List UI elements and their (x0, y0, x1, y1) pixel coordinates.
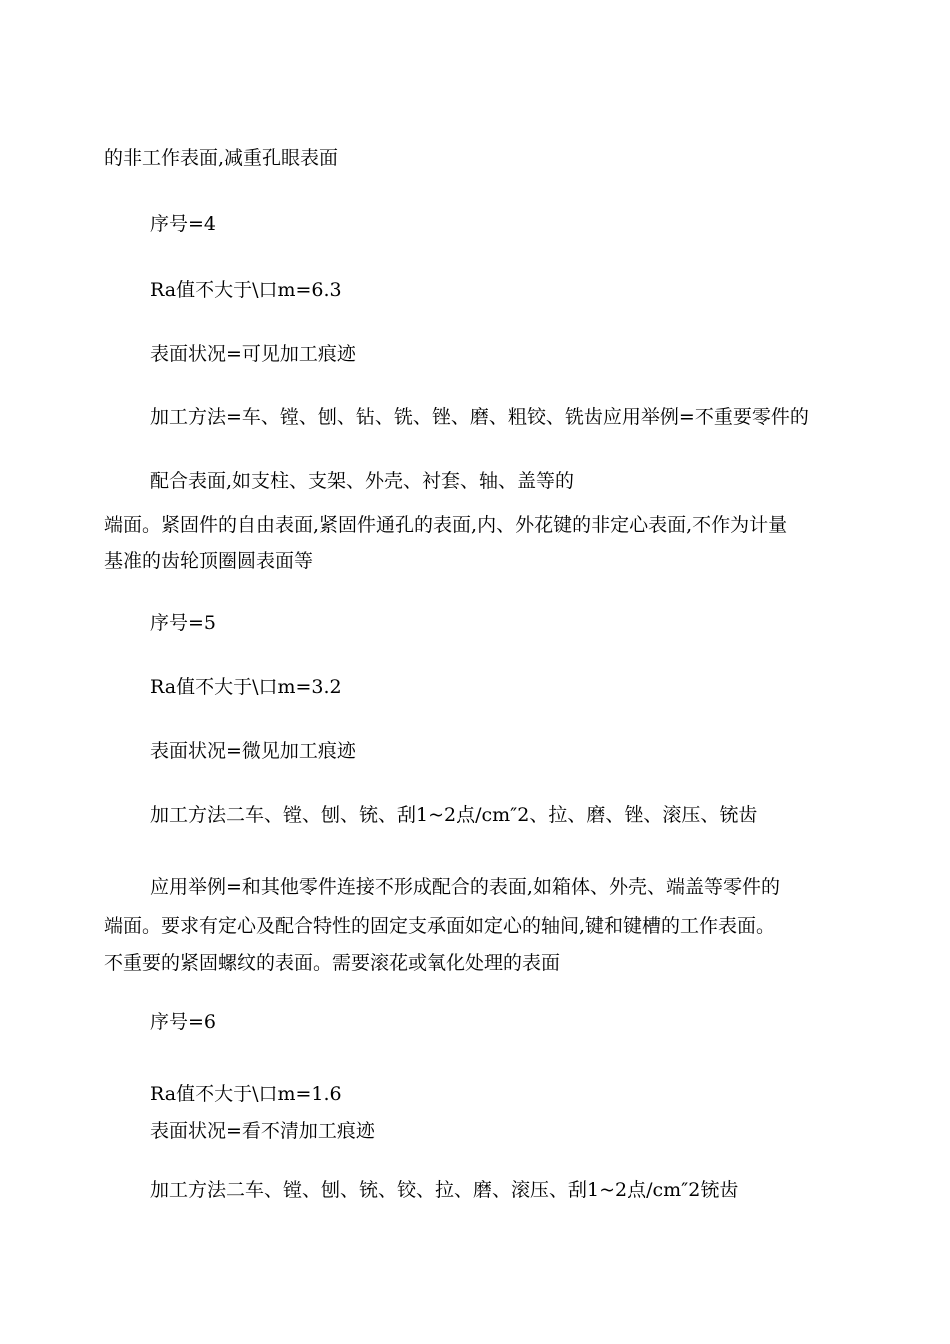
text-line: 表面状况=看不清加工痕迹 (150, 1120, 375, 1142)
text-line: 加工方法二车、镗、刨、铳、刮1~2点/cm″2、拉、磨、锉、滚压、铳齿 (150, 804, 758, 826)
text-line: 应用举例=和其他零件连接不形成配合的表面,如箱体、外壳、端盖等零件的 (150, 876, 780, 898)
text-line: Ra值不大于\口m=6.3 (150, 279, 342, 301)
text-line: 表面状况=可见加工痕迹 (150, 343, 356, 365)
text-line: 表面状况=微见加工痕迹 (150, 740, 356, 762)
text-line: 基准的齿轮顶圈圆表面等 (104, 550, 314, 572)
text-line: 加工方法二车、镗、刨、铳、铰、拉、磨、滚压、刮1~2点/cm″2铳齿 (150, 1179, 739, 1201)
text-line: 序号=6 (150, 1011, 217, 1033)
text-line: 端面。紧固件的自由表面,紧固件通孔的表面,内、外花键的非定心表面,不作为计量 (104, 514, 788, 536)
text-line: 的非工作表面,减重孔眼表面 (104, 147, 339, 169)
text-line: Ra值不大于\口m=3.2 (150, 676, 342, 698)
text-line: Ra值不大于\口m=1.6 (150, 1083, 342, 1105)
text-line: 不重要的紧固螺纹的表面。需要滚花或氧化处理的表面 (104, 952, 561, 974)
text-line: 配合表面,如支柱、支架、外壳、衬套、轴、盖等的 (150, 470, 575, 492)
text-line: 端面。要求有定心及配合特性的固定支承面如定心的轴间,键和键槽的工作表面。 (104, 915, 776, 937)
text-line: 序号=5 (150, 612, 217, 634)
text-line: 序号=4 (150, 213, 217, 235)
text-line: 加工方法=车、镗、刨、钻、铣、锉、磨、粗铰、铣齿应用举例=不重要零件的 (150, 406, 809, 428)
